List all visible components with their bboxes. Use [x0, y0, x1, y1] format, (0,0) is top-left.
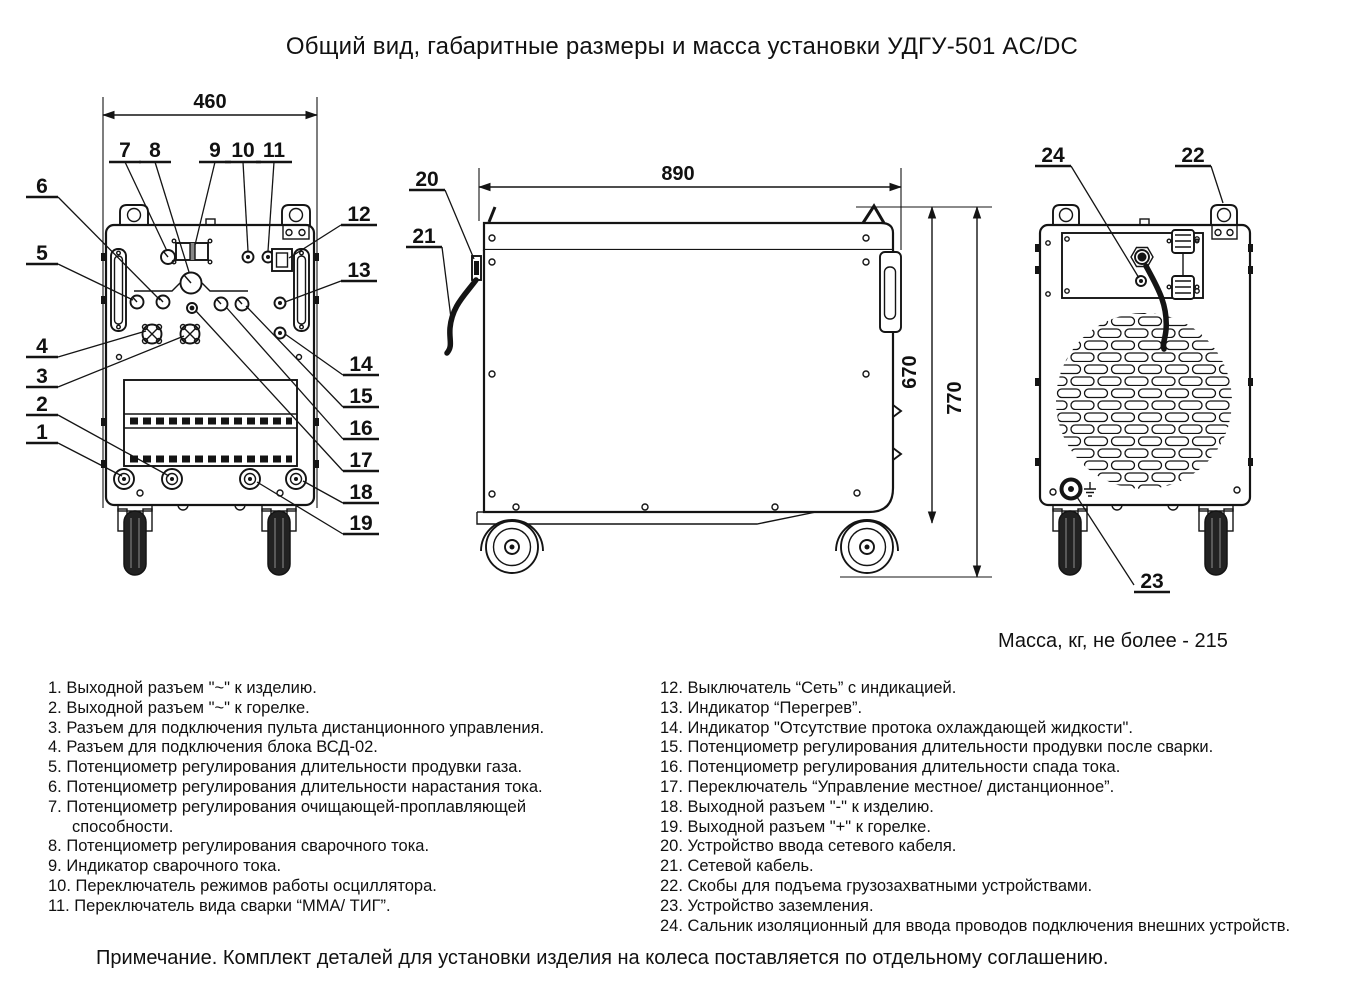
- rear-connector-lower: [1167, 276, 1199, 299]
- svg-text:10: 10: [231, 139, 255, 162]
- svg-text:7: 7: [119, 139, 131, 162]
- grounding-bolt: [1062, 480, 1081, 499]
- side-lug-mark-left: [489, 207, 495, 222]
- svg-text:17: 17: [349, 449, 373, 472]
- parts-list-item: 15. Потенциометр регулирования длительности продувки после сварки.: [660, 738, 1214, 757]
- parts-list-item: 2. Выходной разъем "~" к горелке.: [48, 698, 310, 717]
- parts-list-item: 22. Скобы для подъема грузозахватными устройствами.: [660, 876, 1093, 895]
- dim-770-label: 770: [944, 381, 966, 415]
- rear-caster-left: [1053, 505, 1087, 575]
- output-terminal-ac-torch: [162, 469, 182, 489]
- mass-note: Масса, кг, не более - 215: [998, 630, 1228, 652]
- parts-list-item: 3. Разъем для подключения пульта дистанционного управления.: [48, 718, 545, 737]
- svg-text:21: 21: [412, 225, 436, 248]
- svg-text:9: 9: [209, 139, 221, 162]
- post-weld-purge-knob: [236, 298, 249, 311]
- parts-list-item: 9. Индикатор сварочного тока.: [48, 857, 282, 876]
- current-decay-knob: [215, 298, 228, 311]
- svg-text:2: 2: [36, 393, 48, 416]
- side-caster-front: [481, 520, 543, 573]
- rear-connector-upper: [1167, 230, 1199, 253]
- svg-text:18: 18: [349, 481, 373, 504]
- parts-list-item: 18. Выходной разъем "-" к изделию.: [660, 797, 934, 816]
- front-lifting-lugs: [120, 205, 310, 226]
- callout-23: [1077, 497, 1170, 593]
- dim-890-label: 890: [661, 163, 695, 185]
- external-cable-gland: [1131, 248, 1153, 267]
- svg-text:13: 13: [347, 259, 371, 282]
- side-handle-bracket: [880, 252, 901, 332]
- svg-text:24: 24: [1041, 144, 1065, 167]
- svg-text:12: 12: [347, 203, 371, 226]
- svg-text:6: 6: [36, 175, 48, 198]
- parts-list-item: 17. Переключатель “Управление местное/ дистанционное”.: [660, 777, 1115, 796]
- welding-current-indicator: [172, 239, 212, 264]
- parts-list-item: 1. Выходной разъем "~" к изделию.: [48, 679, 317, 697]
- dim-670-label: 670: [899, 355, 921, 389]
- parts-list-item: 24. Сальник изоляционный для ввода проводов подключения внешних устройств.: [660, 916, 1291, 935]
- rear-caster-right: [1199, 505, 1233, 575]
- oscillator-mode-switch: [243, 252, 254, 263]
- parts-list-item: 8. Потенциометр регулирования сварочного тока.: [48, 837, 430, 856]
- parts-list-right: [660, 679, 1364, 936]
- side-lug-mark-right: [863, 206, 884, 223]
- svg-text:8: 8: [149, 139, 161, 162]
- svg-text:23: 23: [1140, 570, 1164, 593]
- insulating-gland: [1136, 276, 1146, 286]
- parts-list-item: 23. Устройство заземления.: [660, 896, 874, 915]
- svg-text:20: 20: [415, 168, 439, 191]
- svg-text:5: 5: [36, 242, 48, 265]
- parts-list-item: 16. Потенциометр регулирования длительности спада тока.: [660, 758, 1121, 777]
- side-edge-tab: [893, 448, 901, 460]
- svg-text:3: 3: [36, 365, 48, 388]
- parts-list-item: 14. Индикатор "Отсутствие протока охлаждающей жидкости".: [660, 718, 1133, 737]
- parts-list-left: [48, 679, 576, 917]
- side-edge-tab: [893, 405, 901, 417]
- output-terminal-minus: [240, 469, 260, 489]
- dim-460-label: 460: [193, 91, 227, 113]
- front-handle-right: [294, 249, 309, 331]
- parts-list-item: 10. Переключатель режимов работы осциллятора.: [48, 876, 437, 895]
- parts-list-item: 5. Потенциометр регулирования длительности продувки газа.: [48, 758, 523, 777]
- rear-lifting-lug-right: [1211, 205, 1237, 226]
- local-remote-switch: [187, 303, 197, 313]
- svg-text:14: 14: [349, 353, 373, 376]
- side-body: [484, 250, 893, 512]
- callout-21: [406, 225, 452, 326]
- rear-view: [1035, 144, 1253, 593]
- parts-list-item: 6. Потенциометр регулирования длительности нарастания тока.: [48, 777, 543, 796]
- parts-list-item: 21. Сетевой кабель.: [660, 857, 814, 876]
- current-rise-knob: [157, 296, 170, 309]
- svg-text:22: 22: [1181, 144, 1205, 167]
- parts-list-item: 4. Разъем для подключения блока ВСД-02.: [48, 738, 378, 757]
- svg-text:11: 11: [262, 139, 286, 162]
- vsd02-connector: [181, 325, 200, 344]
- parts-list-item: 20. Устройство ввода сетевого кабеля.: [660, 837, 957, 856]
- parts-list-item: 12. Выключатель “Сеть” с индикацией.: [660, 679, 957, 697]
- svg-text:4: 4: [36, 335, 48, 358]
- side-view: [406, 163, 992, 577]
- rear-lifting-lug-left: [1053, 205, 1079, 226]
- gas-purge-knob: [131, 296, 144, 309]
- footnote: Примечание. Комплект деталей для установки изделия на колеса поставляется по отдельному соглашению.: [96, 947, 1109, 969]
- mains-switch: [272, 249, 292, 271]
- parts-list-item: 7. Потенциометр регулирования очищающей-проплавляющей способности.: [48, 797, 527, 836]
- cable-entry-device: [472, 256, 481, 280]
- output-terminal-plus: [286, 469, 306, 489]
- svg-text:15: 15: [349, 385, 373, 408]
- svg-text:19: 19: [349, 512, 373, 535]
- front-view: [26, 91, 379, 575]
- front-caster-left: [118, 505, 152, 575]
- page-title: Общий вид, габаритные размеры и масса установки УДГУ-501 AC/DC: [285, 33, 1079, 60]
- side-chassis: [477, 512, 816, 524]
- svg-text:1: 1: [36, 421, 48, 444]
- parts-list-item: 19. Выходной разъем "+" к горелке.: [660, 817, 931, 836]
- svg-text:16: 16: [349, 417, 373, 440]
- remote-control-connector: [143, 325, 162, 344]
- overheat-indicator: [275, 298, 286, 309]
- callout-22: [1175, 144, 1223, 203]
- parts-list-item: 13. Индикатор “Перегрев”.: [660, 698, 863, 717]
- side-lid: [484, 223, 893, 250]
- side-caster-rear: [836, 520, 898, 573]
- front-caster-right: [262, 505, 296, 575]
- output-terminal-ac-product: [114, 469, 134, 489]
- parts-list-item: 11. Переключатель вида сварки “ММА/ ТИГ”.: [48, 896, 391, 915]
